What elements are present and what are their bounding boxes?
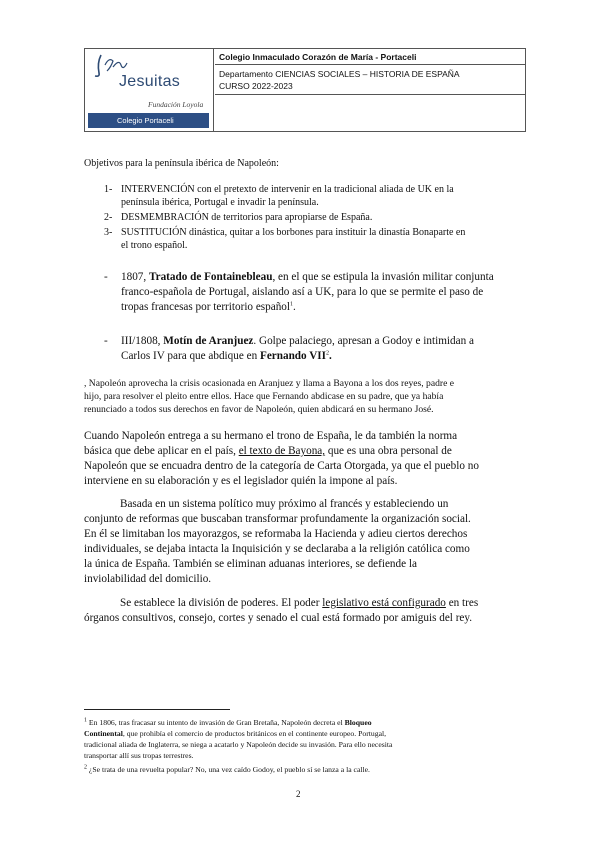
bayona-summary: , Napoleón aprovecha la crisis ocasionada en Aranjuez y llama a Bayona a los dos reyes, padre e hijo, para resolver el pleito entre ellos. Hace que Fernando abdicase en su padre, que ya había renunciado a todos sus derechos en favor de Napoleón, quien abdicará en su hermano José.: [84, 378, 455, 415]
paragraph-reforms: Basada en un sistema político muy próximo al francés y estableciendo un conjunto de reformas que buscaban transformar profundamente la organización social. En él se limitaban los mayorazgos, se reformaba la Hacienda y adieu ciertos derechos individuales, se dejaba intacta la Inquisición y se declaraba a la religión católica como la única de España. También se eliminan aduanas interiores, se defiende la inviolabilidad del domicilio.: [84, 498, 471, 585]
list-item-number: 1-: [104, 184, 113, 195]
footnote-separator: [84, 709, 230, 710]
motin-name: Motín de Aranjuez: [163, 335, 254, 347]
document-header: [84, 48, 526, 132]
logo-subtitle: Fundación Loyola: [148, 100, 204, 109]
page-number: 2: [296, 789, 301, 799]
school-name: Colegio Inmaculado Corazón de María - Portaceli: [215, 49, 525, 65]
bullet: -: [104, 335, 108, 347]
legislative-link: legislativo está configurado: [322, 597, 446, 609]
department-course: [215, 65, 525, 95]
bayona-text-link: el texto de Bayona,: [238, 445, 326, 457]
list-item-number: 3-: [104, 227, 113, 238]
bullet: -: [104, 271, 108, 283]
footnote-2: $^2$ ¿Se trata de una revuelta popular? No, una vez caído Godoy, el pueblo sí se lanza a la calle.: [84, 764, 370, 774]
list-item-text: SUSTITUCIÓN dinástica, quitar a los borbones para instituir la dinastía Bonaparte en el trono español.: [121, 227, 466, 251]
list-item-number: 2-: [104, 212, 113, 223]
logo-band: Colegio Portaceli: [88, 113, 209, 128]
paragraph-bayona: Cuando Napoleón entrega a su hermano el trono de España, le da también la norma básica que debe aplicar en el país, el texto de Bayona, que es una obra personal de Napoleón que se encuadra dentro de la categoría de Carta Otorgada, ya que el pueblo no interviene en su elaboración y es el legislador quién la impone al país.: [84, 430, 479, 487]
event-text: III/1808, Motín de Aranjuez. Golpe palaciego, apresan a Godoy e intimidan a Carlos IV para que abdique en Fernando VII$^2$.: [121, 335, 474, 362]
treaty-name: Tratado de Fontainebleau: [148, 271, 273, 283]
school-logo: [85, 49, 214, 131]
king-name: Fernando VII: [259, 350, 326, 362]
department: Departamento CIENCIAS SOCIALES – HISTORIA DE ESPAÑA: [219, 69, 460, 79]
footnote-ref: 1: [290, 301, 293, 308]
event-text: 1807, Tratado de Fontainebleau, en el que se estipula la invasión militar conjunta franco-española de Portugal, aislando así a UK, para lo que se permite el paso de tropas francesas por territorio español$^1$.: [121, 271, 494, 313]
paragraph-powers: Se establece la división de poderes. El poder legislativo está configurado en tres órganos consultivos, consejo, cortes y senado el cual está formado por amiguis del rey.: [84, 597, 479, 624]
footnote-1: $^1$ En 1806, tras fracasar su intento de invasión de Gran Bretaña, Napoleón decreta el Bloqueo Continental, que prohibía el comercio de productos británicos en el continente europeo. Portugal, tradicional aliada de Inglaterra, se niega a acatarlo y Napoleón decide su invasión. Para ello necesita transportar allí sus tropas terrestres.: [84, 717, 393, 760]
footnote-ref: 2: [325, 350, 329, 357]
course: CURSO 2022-2023: [219, 81, 293, 91]
logo-brand: Jesuitas: [119, 73, 181, 90]
list-item-text: INTERVENCIÓN con el pretexto de intervenir en la tradicional aliada de UK en la península ibérica, Portugal e invadir la península.: [121, 184, 454, 208]
objectives-title: Objetivos para la península ibérica de Napoleón:: [84, 158, 279, 169]
list-item-text: DESMEMBRACIÓN de territorios para apropiarse de España.: [121, 212, 373, 223]
